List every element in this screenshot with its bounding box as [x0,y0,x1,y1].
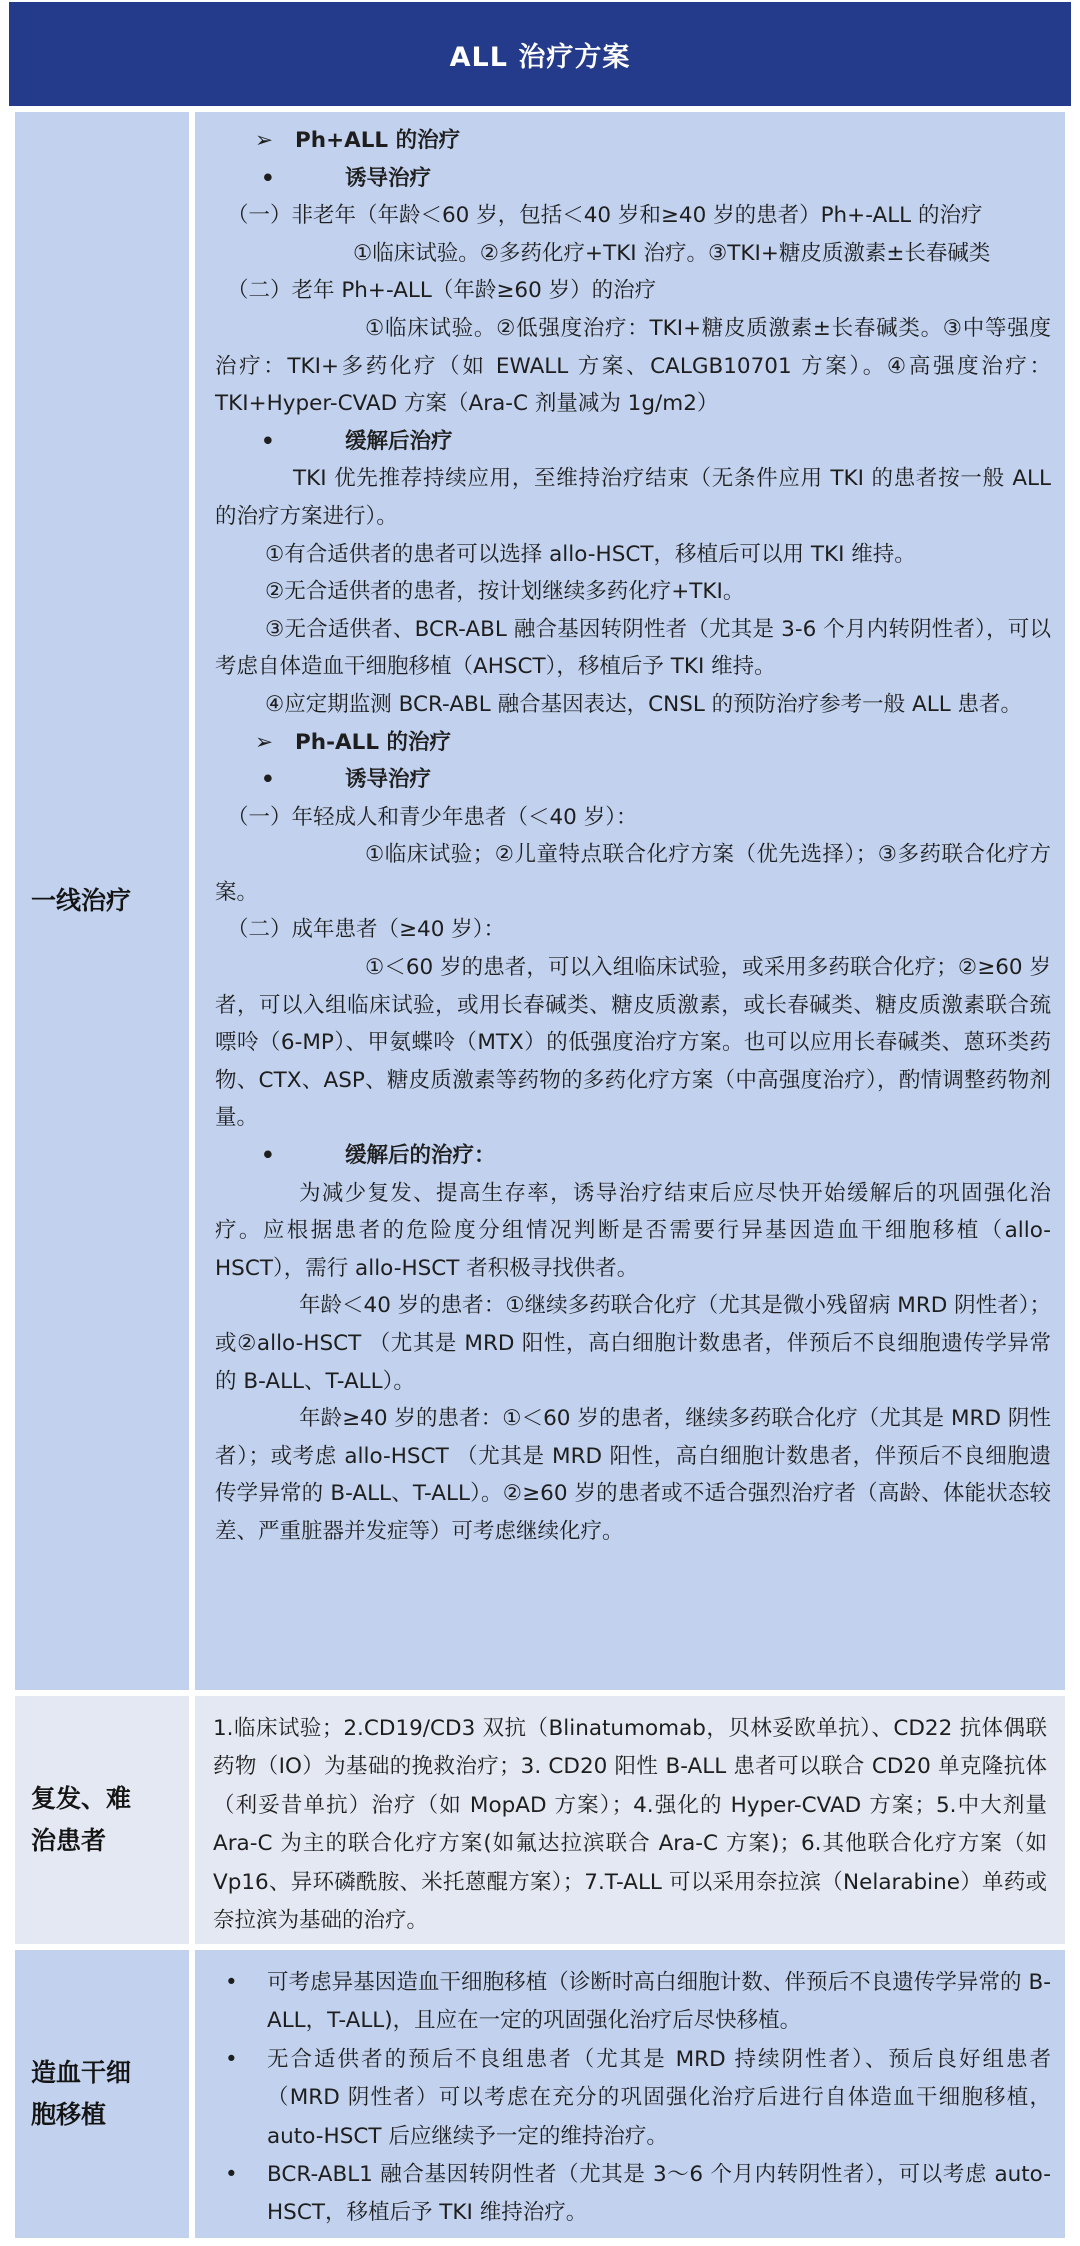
paragraph: ①临床试验。②低强度治疗：TKI+糖皮质激素±长春碱类。③中等强度治疗：TKI+多药化疗（如 EWALL 方案、CALGB10701 方案）。④高强度治疗：TKI+Hyper-CVAD 方案（Ara-C 剂量减为 1g/m2） [215,315,1051,417]
bullet-icon: • [225,1970,238,1995]
paragraph: ①＜60 岁的患者，可以入组临床试验，或采用多药联合化疗；②≥60 岁者，可以入组临床试验，或用长春碱类、糖皮质激素，或长春碱类、糖皮质激素联合巯嘌呤（6-MP）、甲氨蝶呤（MTX）的低强度治疗方案。也可以应用长春碱类、蒽环类药物、CTX、ASP、糖皮质激素等药物的多药化疗方案（中高强度治疗），酌情调整药物剂量。 [215,955,1051,1131]
paragraph: 年龄＜40 岁的患者：①继续多药联合化疗（尤其是微小残留病 MRD 阴性者）；或②allo-HSCT （尤其是 MRD 阳性，高白细胞计数患者，伴预后不良细胞遗传学异常的 B-ALL、T-ALL）。 [215,1293,1051,1394]
paragraph: 年龄≥40 岁的患者：①＜60 岁的患者，继续多药联合化疗（尤其是 MRD 阴性者）；或考虑 allo-HSCT （尤其是 MRD 阳性，高白细胞计数患者，伴预后不良细胞遗传学异常的 B-ALL、T-ALL）。②≥60 岁的患者或不适合强烈治疗者（高龄、体能状态较差、严重脏器并发症等）可考虑继续化疗。 [215,1406,1051,1544]
list-item [223,1964,1051,2041]
row-first-line-therapy [9,112,1071,1690]
paragraph: （一）年轻成人和青少年患者（＜40 岁）： [227,804,638,830]
heading-text: 诱导治疗 [345,767,432,793]
paragraph: （二）成年患者（≥40 岁）： [227,917,505,943]
bullet-icon: • [261,767,275,793]
heading-text: 诱导治疗 [345,165,432,191]
heading-text: Ph+ALL 的治疗 [295,128,461,153]
list-item [223,2041,1051,2156]
paragraph: TKI 优先推荐持续应用，至维持治疗结束（无条件应用 TKI 的患者按一般 ALL 的治疗方案进行）。 [215,466,1051,529]
paragraph: （一）非老年（年龄＜60 岁，包括＜40 岁和≥40 岁的患者）Ph+-ALL 的治疗 [227,203,983,229]
bullet-icon: • [225,2046,238,2072]
list-item-text: 无合适供者的预后不良组患者（尤其是 MRD 持续阴性者）、预后良好组患者（MRD 阴性者）可以考虑在充分的巩固强化治疗后进行自体造血干细胞移植，auto-HSCT 后应继续予一定的维持治疗。 [267,2046,1051,2149]
list-item-text: BCR-ABL1 融合基因转阴性者（尤其是 3～6 个月内转阴性者），可以考虑 auto-HSCT，移植后予 TKI 维持治疗。 [267,2162,1051,2226]
heading-text: 缓解后治疗 [345,428,453,454]
row-label: 造血干细胞移植 [15,1950,189,2238]
row-label: 一线治疗 [15,112,189,1690]
arrow-icon: ➢ [255,729,274,755]
bullet-icon: • [261,1143,275,1169]
bullet-list [223,1964,1051,2233]
subsection-heading [215,160,1051,198]
subsection-heading [215,761,1051,799]
row-label: 复发、难治患者 [15,1696,189,1944]
paragraph: （二）老年 Ph+-ALL（年龄≥60 岁）的治疗 [227,278,657,304]
row-relapsed-refractory [9,1696,1071,1944]
subsection-heading [215,423,1051,461]
paragraph: 1.临床试验；2.CD19/CD3 双抗（Blinatumomab，贝林妥欧单抗）、CD22 抗体偶联药物（IO）为基础的挽救治疗；3. CD20 阳性 B-ALL 患者可以联合 CD20 单克隆抗体（利妥昔单抗）治疗（如 MopAD 方案）；4.强化的 Hyper-CVAD 方案；5.中大剂量 Ara-C 为主的联合化疗方案(如氟达拉滨联合 Ara-C 方案)；6.其他联合化疗方案（如 Vp16、异环磷酰胺、米托蒽醌方案）；7.T-ALL 可以采用奈拉滨（Nelarabine）单药或奈拉滨为基础的治疗。 [213,1716,1047,1934]
paragraph: ①临床试验。②多药化疗+TKI 治疗。③TKI+糖皮质激素±长春碱类 [353,240,991,266]
section-heading [215,122,1051,160]
heading-text: Ph-ALL 的治疗 [295,729,452,755]
heading-text: 缓解后的治疗： [345,1143,496,1169]
paragraph: ①临床试验；②儿童特点联合化疗方案（优先选择）；③多药联合化疗方案。 [215,842,1051,905]
bullet-icon: • [261,428,275,454]
treatment-table [9,0,1071,2238]
list-item [223,2156,1051,2233]
section-heading [215,724,1051,762]
paragraph: ①有合适供者的患者可以选择 allo-HSCT，移植后可以用 TKI 维持。 [265,541,916,567]
row-content [195,1696,1065,1944]
paragraph: ④应定期监测 BCR-ABL 融合基因表达，CNSL 的预防治疗参考一般 ALL 患者。 [265,691,1023,717]
table-title: ALL 治疗方案 [9,2,1071,106]
arrow-icon: ➢ [255,128,274,153]
bullet-icon: • [225,2162,238,2188]
row-stem-cell-transplant [9,1950,1071,2238]
paragraph: ②无合适供者的患者，按计划继续多药化疗+TKI。 [265,579,745,605]
row-content [195,1950,1065,2238]
list-item-text: 可考虑异基因造血干细胞移植（诊断时高白细胞计数、伴预后不良遗传学异常的 B-ALL，T-ALL)，且应在一定的巩固强化治疗后尽快移植。 [267,1970,1051,2034]
paragraph: ③无合适供者、BCR-ABL 融合基因转阴性者（尤其是 3-6 个月内转阴性者），可以考虑自体造血干细胞移植（AHSCT），移植后予 TKI 维持。 [215,616,1051,680]
row-content [195,112,1065,1690]
paragraph: 为减少复发、提高生存率，诱导治疗结束后应尽快开始缓解后的巩固强化治疗。应根据患者的危险度分组情况判断是否需要行异基因造血干细胞移植（allo-HSCT），需行 allo-HSCT 者积极寻找供者。 [215,1180,1051,1281]
subsection-heading [215,1137,1051,1175]
bullet-icon: • [261,165,275,191]
